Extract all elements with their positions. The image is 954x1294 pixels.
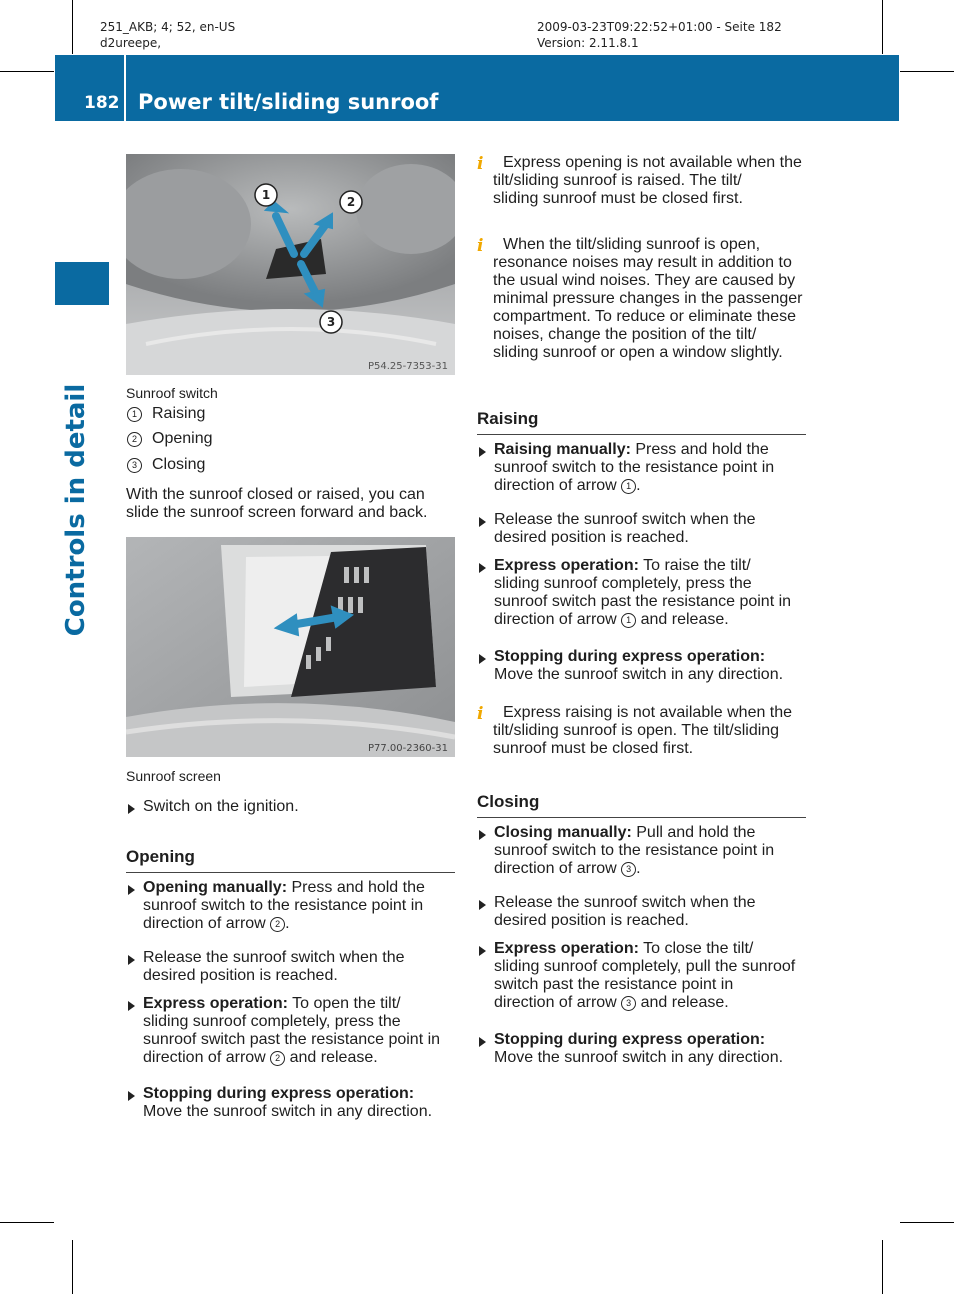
crop-mark xyxy=(900,71,954,72)
step-lead: Stopping during express operation: xyxy=(494,1031,766,1048)
crop-mark xyxy=(882,1240,883,1294)
step-text: Pull and hold the xyxy=(636,824,756,841)
note-text: sunroof must be closed first. xyxy=(493,740,694,757)
print-meta-line: 2009-03-23T09:22:52+01:00 - Seite 182 xyxy=(537,20,782,34)
info-note xyxy=(477,154,825,208)
section-heading-closing: Closing xyxy=(477,792,806,818)
step-text: Release the sunroof switch when the xyxy=(494,894,756,911)
bullet-arrow-icon xyxy=(128,804,135,814)
sunroof-switch-illustration xyxy=(126,154,455,375)
bullet-arrow-icon xyxy=(128,885,135,895)
callout-2: 2 xyxy=(346,195,356,209)
instruction-step xyxy=(477,441,826,495)
step-text: sunroof switch past the resistance point in xyxy=(494,593,792,610)
info-icon: i xyxy=(477,154,484,174)
instruction-step xyxy=(477,511,826,547)
crop-mark xyxy=(72,0,73,54)
note-text: tilt/sliding sunroof is raised. The tilt/ xyxy=(493,172,742,189)
step-text: sliding sunroof completely, press the xyxy=(143,1013,401,1030)
instruction-step xyxy=(126,949,475,985)
callout-1: 1 xyxy=(261,188,271,202)
bullet-arrow-icon xyxy=(479,830,486,840)
step-text: Move the sunroof switch in any direction. xyxy=(143,1103,433,1120)
instruction-step xyxy=(477,940,826,1012)
crop-mark xyxy=(0,71,54,72)
section-heading-opening: Opening xyxy=(126,847,455,873)
bullet-arrow-icon xyxy=(128,1091,135,1101)
callout-number-icon: 3 xyxy=(127,458,142,473)
instruction-step xyxy=(126,1085,475,1121)
step-text: sunroof switch to the resistance point in xyxy=(494,842,775,859)
sunroof-screen-figure xyxy=(126,537,455,757)
step-text: direction of arrow xyxy=(143,1049,266,1066)
instruction-step xyxy=(477,894,826,930)
step-lead: Express operation: xyxy=(143,995,288,1012)
instruction-step xyxy=(477,648,826,684)
sunroof-screen-illustration xyxy=(126,537,455,757)
instruction-step xyxy=(477,824,826,878)
callout-number-icon: 2 xyxy=(270,917,285,932)
step-text: . xyxy=(636,477,641,494)
bullet-arrow-icon xyxy=(479,563,486,573)
callout-3: 3 xyxy=(326,315,336,329)
callout-number-icon: 2 xyxy=(270,1051,285,1066)
info-note xyxy=(477,236,825,362)
step-text: sliding sunroof completely, pull the sunroof xyxy=(494,958,796,975)
note-text: resonance noises may result in addition to xyxy=(493,254,792,271)
note-text: tilt/sliding sunroof is open. The tilt/sliding xyxy=(493,722,780,739)
crop-mark xyxy=(900,1222,954,1223)
step-text: desired position is reached. xyxy=(494,912,689,929)
legend-item xyxy=(127,405,205,423)
crop-mark xyxy=(882,0,883,54)
figure-code: P54.25-7353-31 xyxy=(367,361,448,372)
section-heading-raising: Raising xyxy=(477,409,806,435)
step-text: . xyxy=(636,860,641,877)
step-text: and release. xyxy=(636,994,729,1011)
step-text: desired position is reached. xyxy=(494,529,689,546)
side-tab-marker xyxy=(55,262,109,305)
note-text: minimal pressure changes in the passenger xyxy=(493,290,803,307)
note-text: the usual wind noises. They are caused by xyxy=(493,272,796,289)
print-meta-line: 251_AKB; 4; 52, en-US xyxy=(100,20,236,34)
legend-label: Opening xyxy=(152,430,213,447)
legend-label: Closing xyxy=(152,456,206,473)
note-text: noises, change the position of the tilt/ xyxy=(493,326,757,343)
note-text: sliding sunroof must be closed first. xyxy=(493,190,743,207)
step-lead: Opening manually: xyxy=(143,879,288,896)
step-text: Move the sunroof switch in any direction. xyxy=(494,666,784,683)
note-text: Express opening is not available when the xyxy=(503,154,802,171)
step-text: desired position is reached. xyxy=(143,967,338,984)
step-text: sunroof switch to the resistance point in xyxy=(143,897,424,914)
text-line: With the sunroof closed or raised, you can xyxy=(126,486,425,503)
step-text: and release. xyxy=(285,1049,378,1066)
bullet-arrow-icon xyxy=(479,654,486,664)
bullet-arrow-icon xyxy=(479,517,486,527)
step-lead: Raising manually: xyxy=(494,441,631,458)
page-number: 182 xyxy=(84,93,120,113)
callout-number-icon: 2 xyxy=(127,432,142,447)
callout-number-icon: 1 xyxy=(127,407,142,422)
step-text: To open the tilt/ xyxy=(292,995,401,1012)
legend-item xyxy=(127,430,213,448)
print-meta-right xyxy=(537,19,782,51)
legend-item xyxy=(127,456,205,474)
step-text: direction of arrow xyxy=(494,860,617,877)
step-text: . xyxy=(285,915,290,932)
bullet-arrow-icon xyxy=(479,447,486,457)
step-lead: Express operation: xyxy=(494,940,639,957)
step-text: Move the sunroof switch in any direction. xyxy=(494,1049,784,1066)
print-meta-line: Version: 2.11.8.1 xyxy=(537,36,639,50)
figure-caption: Sunroof switch xyxy=(126,385,218,401)
info-icon: i xyxy=(477,236,484,256)
legend-label: Raising xyxy=(152,405,206,422)
sunroof-switch-figure xyxy=(126,154,455,375)
section-title: Power tilt/sliding sunroof xyxy=(138,90,439,114)
step-text: Press and hold the xyxy=(291,879,425,896)
step-lead: Stopping during express operation: xyxy=(143,1085,415,1102)
note-text: compartment. To reduce or eliminate these xyxy=(493,308,796,325)
step-lead: Stopping during express operation: xyxy=(494,648,766,665)
step-text: direction of arrow xyxy=(494,611,617,628)
bullet-arrow-icon xyxy=(128,955,135,965)
callout-number-icon: 1 xyxy=(621,479,636,494)
step-text: Press and hold the xyxy=(635,441,769,458)
step-text: direction of arrow xyxy=(143,915,266,932)
note-text: Express raising is not available when the xyxy=(503,704,793,721)
callout-number-icon: 3 xyxy=(621,862,636,877)
step-text: and release. xyxy=(636,611,729,628)
info-note xyxy=(477,704,825,758)
bullet-arrow-icon xyxy=(479,1037,486,1047)
step-text: switch past the resistance point in xyxy=(494,976,734,993)
figure-caption: Sunroof screen xyxy=(126,768,221,784)
intro-paragraph xyxy=(126,486,458,522)
bullet-arrow-icon xyxy=(128,1001,135,1011)
step-text: direction of arrow xyxy=(494,994,617,1011)
step-text: sunroof switch to the resistance point in xyxy=(494,459,775,476)
print-meta-line: d2ureepe, xyxy=(100,36,162,50)
figure-code: P77.00-2360-31 xyxy=(367,743,448,754)
instruction-step xyxy=(477,557,826,629)
step-text: Release the sunroof switch when the xyxy=(143,949,405,966)
step-text: sliding sunroof completely, press the xyxy=(494,575,752,592)
bullet-arrow-icon xyxy=(479,946,486,956)
step-text: direction of arrow xyxy=(494,477,617,494)
step-lead: Closing manually: xyxy=(494,824,632,841)
info-icon: i xyxy=(477,704,484,724)
instruction-step xyxy=(477,1031,826,1067)
crop-mark xyxy=(72,1240,73,1294)
callout-number-icon: 3 xyxy=(621,996,636,1011)
instruction-step xyxy=(126,879,475,933)
step-lead: Express operation: xyxy=(494,557,639,574)
step-text: To raise the tilt/ xyxy=(643,557,751,574)
callout-number-icon: 1 xyxy=(621,613,636,628)
step-text: sunroof switch past the resistance point in xyxy=(143,1031,441,1048)
chapter-label: Controls in detail xyxy=(61,383,91,637)
step-text: To close the tilt/ xyxy=(643,940,754,957)
note-text: When the tilt/sliding sunroof is open, xyxy=(503,236,761,253)
bullet-arrow-icon xyxy=(479,900,486,910)
step-text: Release the sunroof switch when the xyxy=(494,511,756,528)
ignition-step xyxy=(126,798,475,816)
step-text: Switch on the ignition. xyxy=(143,798,299,815)
crop-mark xyxy=(0,1222,54,1223)
print-meta-left xyxy=(100,19,235,51)
header-divider xyxy=(124,55,126,121)
instruction-step xyxy=(126,995,475,1067)
text-line: slide the sunroof screen forward and back. xyxy=(126,504,428,521)
note-text: sliding sunroof or open a window slightly. xyxy=(493,344,783,361)
